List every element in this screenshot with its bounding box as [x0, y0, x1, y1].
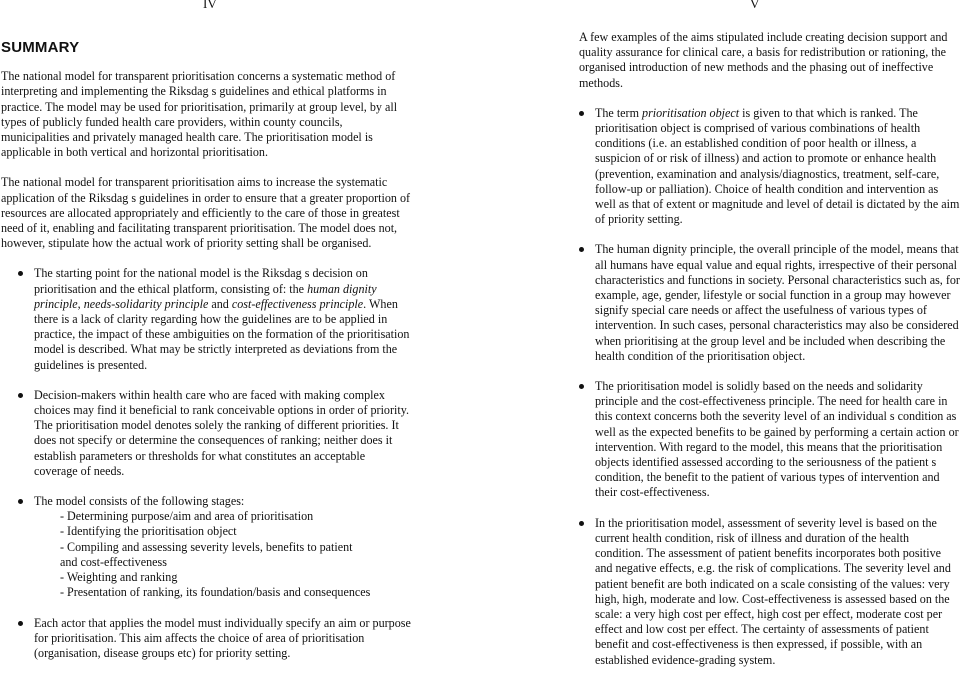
bullet-text: Each actor that applies the model must individually specify an aim or purpose for prioritisation. This aim affects the choice of area of prioritisation (organisation, disease groups etc) for priority setting.	[34, 615, 411, 660]
bullet-text: Decision-makers within health care who are faced with making complex choices may find it beneficial to rank conceivable options in order of priority. The prioritisation model denotes solely the ranking of different priorities. It does not specify or determine the consequences of ranking; neither does it establish parameters or thresholds for what constitutes an acceptable coverage of needs.	[34, 387, 410, 478]
bullet-text: The term prioritisation object is given to that which is ranked. The prioritisation object is comprised of various combinations of health conditions (i.e. an established condition of poor health or illness, a suspicion of or risk of illness) and action to promote or enhance health (prevention, examination and analysis/diagnostics, treatment, self-care, follow-up or palliation). Choice of health condition and intervention as well as that of extent or magnitude and level of detail is dictated by the aim of priority setting.	[595, 105, 960, 227]
bullet-icon	[18, 393, 23, 398]
bullet-prioritisation-object	[562, 106, 960, 228]
bullet-model-stages	[1, 494, 411, 600]
bullet-decision-makers	[1, 388, 411, 479]
aims-paragraph: The national model for transparent prioritisation aims to increase the systematic application of the Riksdag s guidelines in order to ensure that a greater proportion of resources are allocated appropriately and efficiently to the care of those in greatest need of it, enabling and facilitating transparent prioritisation. The model does not, however, stipulate how the actual work of priority setting shall be organised.	[1, 175, 411, 251]
summary-heading: SUMMARY	[1, 39, 80, 56]
left-page-column	[1, 40, 411, 676]
bullet-text: The human dignity principle, the overall principle of the model, means that all humans have equal value and equal rights, irrespective of their personal characteristics and functions in society. Personal characteristics such as, for example, age, gender, lifestyle or social function in a group may however signify special care needs or affect the usefulness of various types of intervention. In such cases, personal characteristics may also be considered when prioritising at the group level and be included when describing the health condition of the prioritisation object.	[595, 242, 960, 363]
stage-item: - Weighting and ranking	[60, 570, 178, 585]
stage-item: - Determining purpose/aim and area of prioritisation	[60, 509, 314, 524]
bullet-each-actor	[1, 616, 411, 662]
stage-item: - Identifying the prioritisation object	[60, 524, 237, 539]
bullet-severity-assessment	[562, 516, 960, 668]
page-number-right: V	[750, 0, 760, 11]
right-page-column	[562, 30, 960, 683]
bullet-icon	[18, 621, 23, 626]
aims-examples-paragraph: A few examples of the aims stipulated include creating decision support and quality assurance for clinical care, a basis for redistribution or rationing, the organised introduction of new methods and the phasing out of ineffective methods.	[579, 30, 948, 90]
bullet-needs-solidarity	[562, 379, 960, 501]
bullet-text: The model consists of the following stages:	[34, 494, 245, 509]
stage-item: - Presentation of ranking, its foundation/basis and consequences	[60, 585, 371, 600]
bullet-icon	[579, 521, 584, 526]
page-number-left: IV	[203, 0, 217, 11]
bullet-icon	[579, 247, 584, 252]
bullet-icon	[18, 271, 23, 276]
bullet-text: The starting point for the national model is the Riksdag s decision on prioritisation and the ethical platform, consisting of: the human dignity principle, needs-solidarity principle and cost-effectiveness principle. When there is a lack of clarity regarding how the guidelines are to be applied in practice, the impact of these ambiguities on the formation of the prioritisation model is described. What may be strictly interpreted as deviations from the guidelines is presented.	[34, 266, 410, 372]
bullet-starting-point	[1, 266, 411, 372]
bullet-icon	[18, 499, 23, 504]
bullet-icon	[579, 384, 584, 389]
stage-item-continuation: and cost-effectiveness	[60, 554, 167, 569]
bullet-icon	[579, 111, 584, 116]
intro-paragraph: The national model for transparent prioritisation concerns a systematic method of interpreting and implementing the Riksdag s guidelines and ethical platforms in practice. The model may be used for prioritisation, primarily at group level, by all types of publicly funded health care providers, within county councils, municipalities and privately managed health care. The prioritisation model is applicable in both vertical and horizontal prioritisation.	[1, 69, 398, 160]
bullet-text: In the prioritisation model, assessment of severity level is based on the current health condition, risk of illness and duration of the health condition. The assessment of patient benefits incorporates both positive and negative effects, e.g. the risk of complications. The severity level and patient benefit are both indicated on a scale consisting of the values: very high, high, moderate and low. Cost-effectiveness is assessed based on the scale: a very high cost per effect, high cost per effect, moderate cost per effect and low cost per effect. The certainty of assessments of patient benefit and cost-effectiveness is then expressed, if possible, with an established evidence-grading system.	[595, 515, 951, 667]
bullet-text: The prioritisation model is solidly based on the needs and solidarity principle and the cost-effectiveness principle. The need for health care in this context concerns both the severity level of an individual s condition as well as the expected benefits to be gained by performing a certain action or intervention. With regard to the model, this means that the prioritisation objects identified assessed according to the seriousness of the patient s condition, the benefit to the patient of various types of intervention and their cost-effectiveness.	[595, 379, 959, 500]
stage-item: - Compiling and assessing severity levels, benefits to patient	[60, 539, 353, 554]
bullet-human-dignity	[562, 242, 960, 364]
stages-list	[34, 509, 411, 600]
